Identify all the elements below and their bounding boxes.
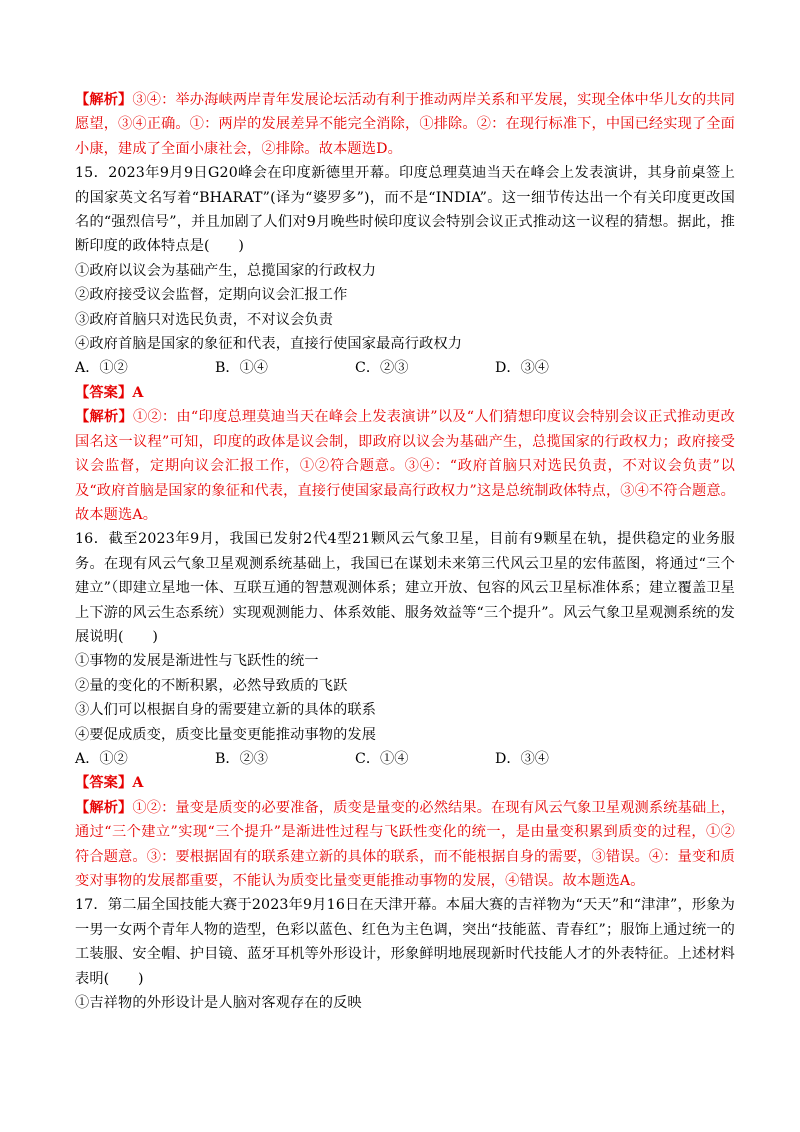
answer-value: A — [132, 384, 144, 401]
answer-value: A — [132, 775, 144, 792]
q16-item-4: ④要促成质变，质变比量变更能推动事物的发展 — [75, 726, 377, 743]
q16-option-d: D．③④ — [495, 750, 549, 767]
analysis-tag: 【解析】 — [75, 92, 133, 108]
q16-stem: 16．截至2023年9月，我国已发射2代4型21颗风云气象卫星，目前有9颗星在轨，提供稳定的业务服务。在现有风云气象卫星观测系统基础上，我国已在谋划未来第三代风云卫星的宏伟蓝图，将通过“三个建立”（即建立星地一体、互联互通的智慧观测体系；建立开放、包容的风云卫星标准体系；建立覆盖卫星上下游的风云生态系统）实现观测能力、体系效能、服务效益等“三个提升”。风云气象卫星观测系统的发展说明( ) — [75, 531, 735, 645]
q16-item-2: ②量的变化的不断积累，必然导致质的飞跃 — [75, 677, 348, 694]
q15-item-3: ③政府首脑只对选民负责，不对议会负责 — [75, 311, 334, 328]
q16-item-1: ①事物的发展是渐进性与飞跃性的统一 — [75, 653, 319, 670]
answer-tag: 【答案】 — [75, 775, 133, 792]
q16-options — [75, 747, 735, 771]
q17-stem: 17．第二届全国技能大赛于2023年9月16日在天津开幕。本届大赛的吉祥物为“天天”和“津津”，形象为一男一女两个青年人物的造型，色彩以蓝色、红色为主色调，突出“技能蓝、青春红”；服饰上通过统一的工装服、安全帽、护目镜、蓝牙耳机等外形设计，形象鲜明地展现新时代技能人才的外表特征。上述材料表明( ) — [75, 897, 735, 987]
q16-analysis — [75, 796, 735, 894]
q16-option-a: A．①② — [75, 750, 128, 767]
q16-item-3: ③人们可以根据自身的需要建立新的具体的联系 — [75, 702, 377, 719]
analysis-text: ①②：由“印度总理莫迪当天在峰会上发表演讲”以及“人们猜想印度议会特别会议正式推动更改国名这一议程”可知，印度的政体是议会制，即政府以议会为基础产生，总揽国家的行政权力；政府接受议会监督，定期向议会汇报工作，①②符合题意。③④：“政府首脑只对选民负责，不对议会负责”以及“政府首脑是国家的象征和代表，直接行使国家最高行政权力”这是总统制政体特点，③④不符合题意。故本题选A。 — [75, 409, 735, 523]
q15-option-d: D．③④ — [495, 360, 549, 377]
answer-tag: 【答案】 — [75, 384, 133, 401]
q16-option-c: C．①④ — [355, 750, 409, 767]
q15-item-2: ②政府接受议会监督，定期向议会汇报工作 — [75, 287, 348, 304]
q17-item-1: ①吉祥物的外形设计是人脑对客观存在的反映 — [75, 995, 362, 1012]
q15-item-4: ④政府首脑是国家的象征和代表，直接行使国家最高行政权力 — [75, 336, 463, 353]
q15-item-1: ①政府以议会为基础产生，总揽国家的行政权力 — [75, 262, 377, 279]
q16-option-b: B．②③ — [215, 750, 268, 767]
q15-answer — [75, 381, 735, 405]
analysis-tag: 【解析】 — [75, 409, 133, 426]
analysis-text: ①②：量变是质变的必要准备，质变是量变的必然结果。在现有风云气象卫星观测系统基础上，通过“三个建立”实现“三个提升”是渐进性过程与飞跃性变化的统一，是由量变积累到质变的过程，①②符合题意。③：要根据固有的联系建立新的具体的联系，而不能根据自身的需要，③错误。④：量变和质变对事物的发展都重要，不能认为质变比量变更能推动事物的发展，④错误。故本题选A。 — [75, 799, 735, 889]
q15-options — [75, 356, 735, 380]
q15-analysis — [75, 405, 735, 527]
q14-analysis — [75, 88, 735, 161]
q15-option-b: B．①④ — [215, 360, 268, 377]
q16-answer — [75, 771, 735, 795]
analysis-tag: 【解析】 — [75, 799, 133, 816]
document-page — [75, 88, 735, 1015]
q15-option-c: C．②③ — [355, 360, 409, 377]
q15-stem: 15．2023年9月9日G20峰会在印度新德里开幕。印度总理莫迪当天在峰会上发表演讲，其身前桌签上的国家英文名写着“BHARAT”(译为“婆罗多”)，而不是“INDIA”。这一细节传达出一个有关印度更改国名的“强烈信号”，并且加剧了人们对9月晚些时候印度议会特别会议正式推动这一议程的猜想。据此，推断印度的政体特点是( ) — [75, 165, 735, 255]
analysis-text: ③④：举办海峡两岸青年发展论坛活动有利于推动两岸关系和平发展，实现全体中华儿女的共同愿望，③④正确。①：两岸的发展差异不能完全消除，①排除。②：在现行标准下，中国已经实现了全面小康，建成了全面小康社会，②排除。故本题选D。 — [75, 92, 735, 157]
q15-option-a: A．①② — [75, 360, 128, 377]
